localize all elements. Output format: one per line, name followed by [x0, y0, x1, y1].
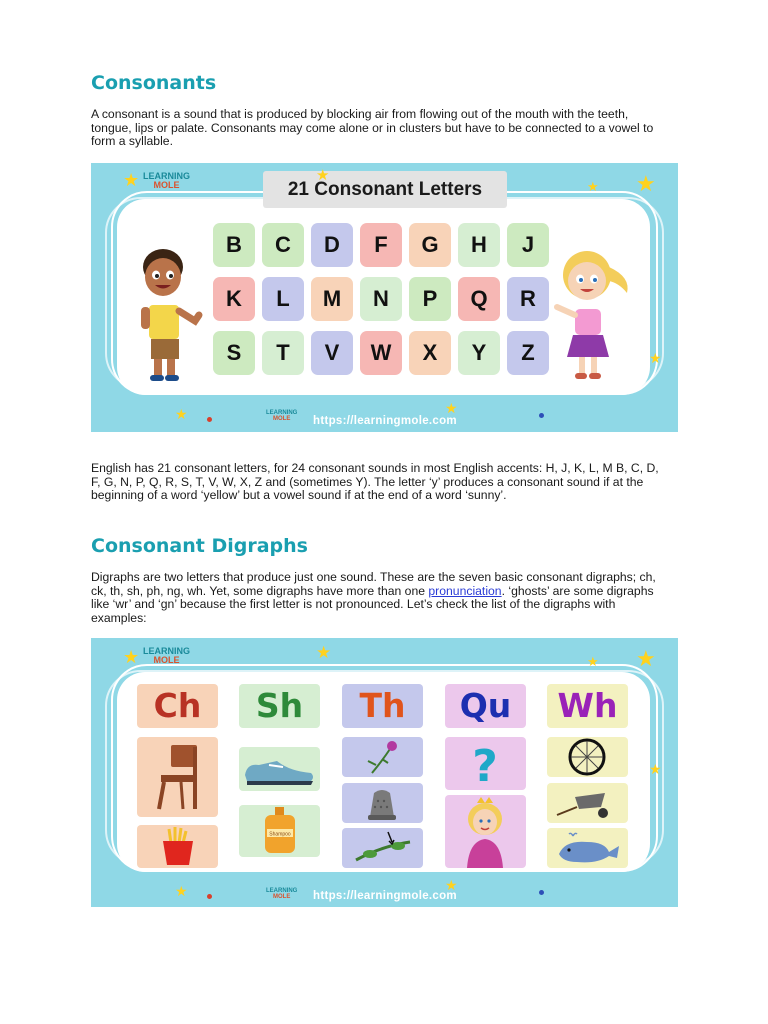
- digraph-ch: Ch: [137, 684, 218, 728]
- shampoo-picture: [239, 805, 320, 857]
- letter-tile-t: T: [262, 331, 304, 375]
- queen-icon: [445, 795, 526, 868]
- learningmole-logo-small: LEARNING MOLE: [266, 888, 298, 900]
- thistle-icon: [342, 737, 423, 777]
- learningmole-logo: LEARNING MOLE: [143, 171, 190, 190]
- letter-tile-f: F: [360, 223, 402, 267]
- star-icon: ★: [649, 761, 662, 777]
- letter-tile-w: W: [360, 331, 402, 375]
- consonants-body: English has 21 consonant letters, for 24 consonant sounds in most English accents: H, J, K, L, M B, C, D, F, G, N, P, Q, R, S, T, V, W, X, Z and (sometimes Y). The letter ‘y’ produces a consonant sound if at the beginning of a word ‘yellow’ but a vowel sound if at the end of a word ‘sunny’.: [91, 461, 659, 503]
- letter-tile-z: Z: [507, 331, 549, 375]
- shampoo-label: Shampoo: [269, 831, 291, 838]
- chair-picture: [137, 737, 218, 817]
- whale-icon: [547, 828, 628, 868]
- star-icon: ★: [175, 406, 188, 422]
- learningmole-logo-small: LEARNING MOLE: [266, 410, 298, 422]
- letter-tile-c: C: [262, 223, 304, 267]
- star-icon: ★: [587, 654, 599, 669]
- thistle-picture: [342, 737, 423, 777]
- shampoo-bottle-icon: [239, 805, 320, 857]
- star-icon: ★: [316, 643, 332, 662]
- confetti-dot: [539, 890, 544, 895]
- consonants-intro: A consonant is a sound that is produced by blocking air from flowing out of the mouth with the teeth, tongue, lips or palate. Consonants may come alone or in clusters but have to be connected to a vowel to form a syllable.: [91, 107, 654, 149]
- digraph-qu: Qu: [445, 684, 526, 728]
- question-mark-icon: [445, 737, 526, 790]
- letter-tile-m: M: [311, 277, 353, 321]
- sneaker-icon: [239, 747, 320, 791]
- wheelbarrow-icon: [547, 783, 628, 823]
- queen-picture: [445, 795, 526, 868]
- digraphs-banner: [91, 638, 678, 907]
- star-icon: ★: [445, 877, 458, 893]
- digraphs-heading: Consonant Digraphs: [91, 535, 308, 557]
- letter-tile-x: X: [409, 331, 451, 375]
- letter-tile-b: B: [213, 223, 255, 267]
- french-fries-icon: [137, 825, 218, 868]
- digraphs-intro: Digraphs are two letters that produce just one sound. These are the seven basic consonant digraphs; ch, ck, th, sh, ph, ng, wh. Yet, some digraphs have more than one pronunciation. ‘ghosts’ are some digraphs like ‘wr’ and ‘gn’ because the first letter is not pronounced. Let’s check the list of the digraphs with examples:: [91, 570, 656, 625]
- letter-tile-l: L: [262, 277, 304, 321]
- wheel-picture: [547, 737, 628, 777]
- letter-tile-h: H: [458, 223, 500, 267]
- thorn-icon: [342, 828, 423, 868]
- confetti-dot: [207, 417, 212, 422]
- star-icon: ★: [636, 646, 656, 671]
- star-icon: ★: [123, 170, 140, 190]
- letter-tile-q: Q: [458, 277, 500, 321]
- thimble-picture: [342, 783, 423, 823]
- star-icon: ★: [175, 883, 188, 899]
- star-icon: ★: [123, 647, 140, 667]
- chips-picture: [137, 825, 218, 868]
- letter-tile-j: J: [507, 223, 549, 267]
- consonants-heading: Consonants: [91, 72, 217, 94]
- star-icon: ★: [649, 350, 662, 366]
- learningmole-logo: LEARNING MOLE: [143, 646, 190, 665]
- letter-tile-v: V: [311, 331, 353, 375]
- letter-tile-y: Y: [458, 331, 500, 375]
- star-icon: ★: [316, 167, 330, 184]
- letter-tile-k: K: [213, 277, 255, 321]
- banner-url: https://learningmole.com: [313, 415, 457, 427]
- thimble-icon: [342, 783, 423, 823]
- wheelbarrow-picture: [547, 783, 628, 823]
- confetti-dot: [539, 413, 544, 418]
- svg-text:?: ?: [472, 741, 498, 790]
- letters-title: 21 Consonant Letters: [263, 171, 507, 208]
- thorn-picture: [342, 828, 423, 868]
- star-icon: ★: [445, 400, 458, 416]
- wheel-icon: [547, 737, 628, 777]
- star-icon: ★: [636, 171, 656, 196]
- letter-tile-g: G: [409, 223, 451, 267]
- letter-tile-p: P: [409, 277, 451, 321]
- question-mark-picture: [445, 737, 526, 790]
- boy-illustration: [129, 247, 213, 387]
- digraph-wh: Wh: [547, 684, 628, 728]
- sneaker-picture: [239, 747, 320, 791]
- star-icon: ★: [587, 179, 599, 194]
- whale-picture: [547, 828, 628, 868]
- digraph-th: Th: [342, 684, 423, 728]
- letter-tile-d: D: [311, 223, 353, 267]
- pronunciation-link[interactable]: pronunciation: [428, 583, 502, 598]
- letter-tile-s: S: [213, 331, 255, 375]
- chair-icon: [137, 737, 218, 817]
- digraph-sh: Sh: [239, 684, 320, 728]
- confetti-dot: [207, 894, 212, 899]
- girl-illustration: [547, 247, 647, 387]
- banner-url: https://learningmole.com: [313, 890, 457, 902]
- letter-tile-n: N: [360, 277, 402, 321]
- letter-tile-r: R: [507, 277, 549, 321]
- consonant-letters-banner: [91, 163, 678, 432]
